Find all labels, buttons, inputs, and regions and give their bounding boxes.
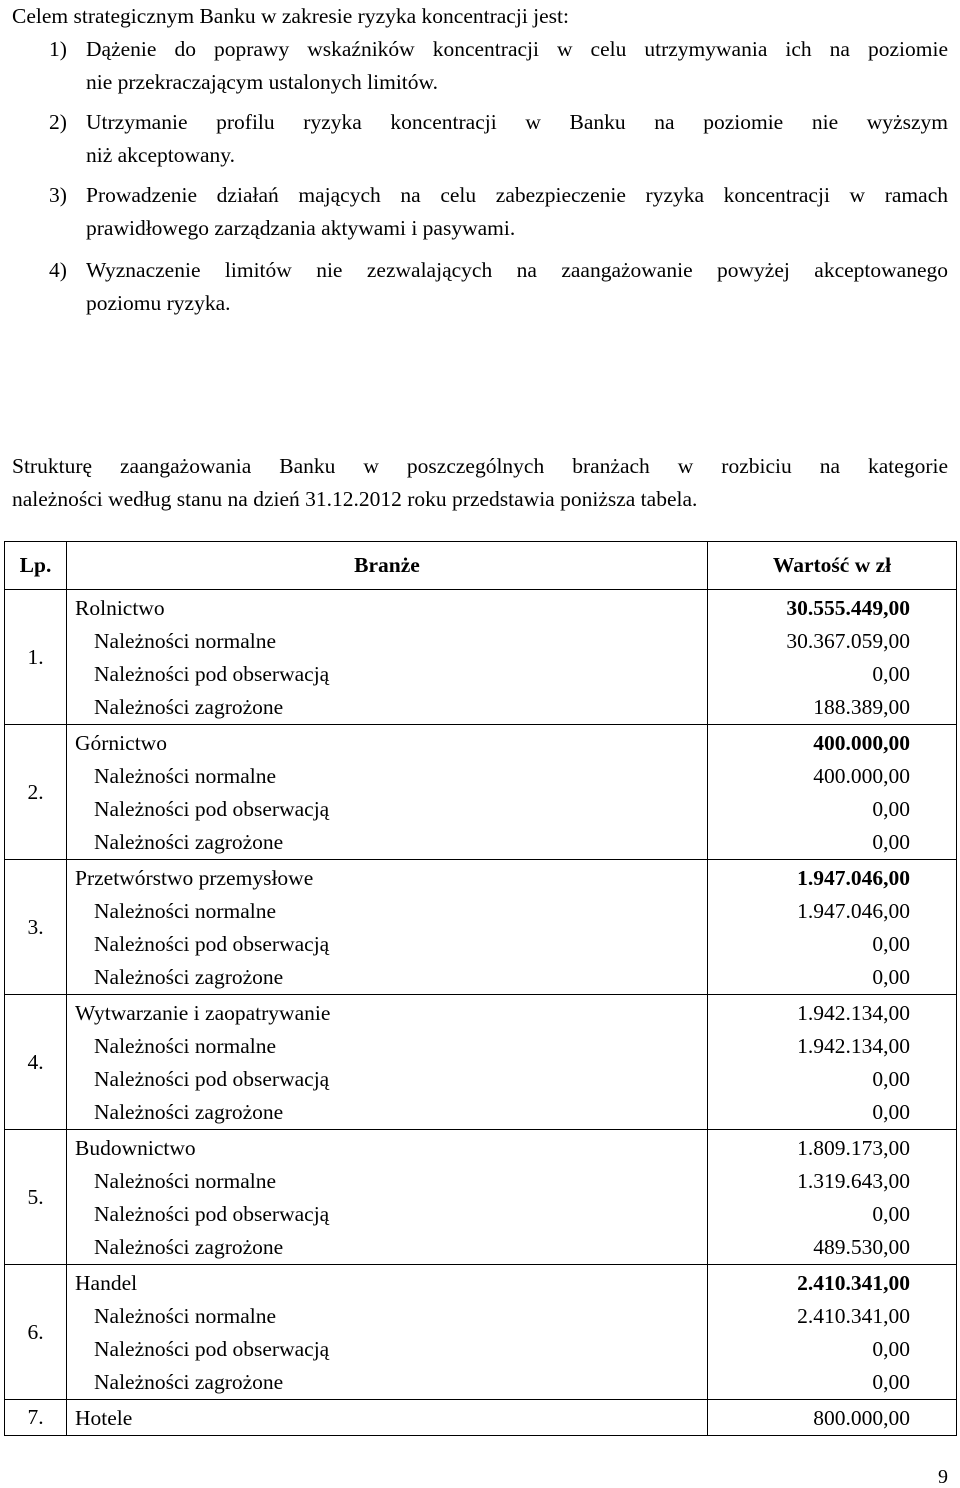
row-values-cell (708, 1130, 957, 1265)
industry-name: Przetwórstwo przemysłowe (75, 866, 314, 890)
exposure-table (4, 541, 957, 1436)
goal-line: Dążenie do poprawy wskaźników koncentracji w celu utrzymywania ich na poziomie (86, 37, 948, 61)
industry-name: Budownictwo (75, 1136, 196, 1160)
goal-number: 1) (49, 37, 67, 61)
receivable-value: 0,00 (872, 1370, 910, 1394)
receivable-category: Należności zagrożone (94, 1235, 284, 1259)
receivable-category: Należności zagrożone (94, 830, 284, 854)
receivable-category: Należności zagrożone (94, 695, 284, 719)
paragraph-line: Strukturę zaangażowania Banku w poszczególnych branżach w rozbiciu na kategorie (12, 454, 948, 478)
goal-line: Prowadzenie działań mających na celu zabezpieczenie ryzyka koncentracji w ramach (86, 183, 948, 207)
header-branze: Branże (67, 542, 708, 590)
row-branches-cell (67, 995, 708, 1130)
goal-line: poziomu ryzyka. (86, 291, 231, 315)
industry-total: 1.809.173,00 (797, 1136, 910, 1160)
industry-total: 400.000,00 (813, 731, 910, 755)
industry-total: 2.410.341,00 (797, 1271, 910, 1295)
table-row (5, 1400, 957, 1436)
receivable-category: Należności zagrożone (94, 1100, 284, 1124)
receivable-category: Należności pod obserwacją (94, 797, 330, 821)
row-branches-cell (67, 590, 708, 725)
row-lp: 3. (5, 860, 67, 995)
receivable-category: Należności zagrożone (94, 965, 284, 989)
industry-total: 30.555.449,00 (786, 596, 910, 620)
receivable-category: Należności zagrożone (94, 1370, 284, 1394)
row-lp: 6. (5, 1265, 67, 1400)
receivable-value: 0,00 (872, 797, 910, 821)
receivable-value: 0,00 (872, 932, 910, 956)
row-lp: 1. (5, 590, 67, 725)
goal-number: 2) (49, 110, 67, 134)
row-values-cell (708, 1400, 957, 1436)
receivable-value: 188.389,00 (813, 695, 910, 719)
goal-line: Wyznaczenie limitów nie zezwalających na zaangażowanie powyżej akceptowanego (86, 258, 948, 282)
industry-total: 1.942.134,00 (797, 1001, 910, 1025)
row-lp: 7. (5, 1400, 67, 1436)
intro-heading (12, 0, 948, 33)
receivable-category: Należności normalne (94, 764, 277, 788)
receivable-category: Należności pod obserwacją (94, 1337, 330, 1361)
goal-line: Utrzymanie profilu ryzyka koncentracji w Banku na poziomie nie wyższym (86, 110, 948, 134)
row-branches-cell (67, 1265, 708, 1400)
row-values-cell (708, 725, 957, 860)
receivable-value: 2.410.341,00 (797, 1304, 910, 1328)
receivable-value: 0,00 (872, 1337, 910, 1361)
page-number: 9 (938, 1466, 948, 1488)
header-lp: Lp. (5, 542, 67, 590)
structure-paragraph (12, 450, 948, 516)
receivable-value: 400.000,00 (813, 764, 910, 788)
receivable-value: 0,00 (872, 1100, 910, 1124)
table-row (5, 860, 957, 995)
receivable-category: Należności pod obserwacją (94, 662, 330, 686)
receivable-value: 0,00 (872, 965, 910, 989)
receivable-value: 489.530,00 (813, 1235, 910, 1259)
industry-name: Handel (75, 1271, 138, 1295)
row-branches-cell (67, 1400, 708, 1436)
intro-heading-text: Celem strategicznym Banku w zakresie ryzyka koncentracji jest: (12, 4, 569, 28)
receivable-category: Należności normalne (94, 1169, 277, 1193)
receivable-category: Należności normalne (94, 899, 277, 923)
industry-total: 800.000,00 (813, 1406, 910, 1430)
row-branches-cell (67, 725, 708, 860)
receivable-category: Należności normalne (94, 1304, 277, 1328)
receivable-value: 0,00 (872, 1067, 910, 1091)
row-lp: 2. (5, 725, 67, 860)
receivable-category: Należności pod obserwacją (94, 932, 330, 956)
industry-name: Górnictwo (75, 731, 167, 755)
table-row (5, 1265, 957, 1400)
industry-name: Hotele (75, 1406, 133, 1430)
industry-name: Wytwarzanie i zaopatrywanie (75, 1001, 331, 1025)
receivable-category: Należności normalne (94, 629, 277, 653)
row-branches-cell (67, 1130, 708, 1265)
receivable-value: 1.947.046,00 (797, 899, 910, 923)
table-row (5, 725, 957, 860)
header-wartosc: Wartość w zł (708, 542, 957, 590)
receivable-value: 1.942.134,00 (797, 1034, 910, 1058)
table-header-row (5, 542, 957, 590)
table-row (5, 1130, 957, 1265)
goal-number: 4) (49, 258, 67, 282)
goal-line: nie przekraczającym ustalonych limitów. (86, 70, 439, 94)
goal-number: 3) (49, 183, 67, 207)
receivable-category: Należności pod obserwacją (94, 1067, 330, 1091)
receivable-value: 1.319.643,00 (797, 1169, 910, 1193)
receivable-value: 0,00 (872, 662, 910, 686)
row-values-cell (708, 590, 957, 725)
table-row (5, 590, 957, 725)
receivable-value: 0,00 (872, 1202, 910, 1226)
paragraph-line: należności według stanu na dzień 31.12.2012 roku przedstawia poniższa tabela. (12, 487, 698, 511)
row-lp: 5. (5, 1130, 67, 1265)
row-values-cell (708, 995, 957, 1130)
table-row (5, 995, 957, 1130)
row-values-cell (708, 1265, 957, 1400)
industry-name: Rolnictwo (75, 596, 165, 620)
goal-line: prawidłowego zarządzania aktywami i pasywami. (86, 216, 516, 240)
receivable-category: Należności normalne (94, 1034, 277, 1058)
industry-total: 1.947.046,00 (797, 866, 910, 890)
goal-line: niż akceptowany. (86, 143, 236, 167)
receivable-category: Należności pod obserwacją (94, 1202, 330, 1226)
receivable-value: 0,00 (872, 830, 910, 854)
row-lp: 4. (5, 995, 67, 1130)
receivable-value: 30.367.059,00 (786, 629, 910, 653)
row-values-cell (708, 860, 957, 995)
row-branches-cell (67, 860, 708, 995)
